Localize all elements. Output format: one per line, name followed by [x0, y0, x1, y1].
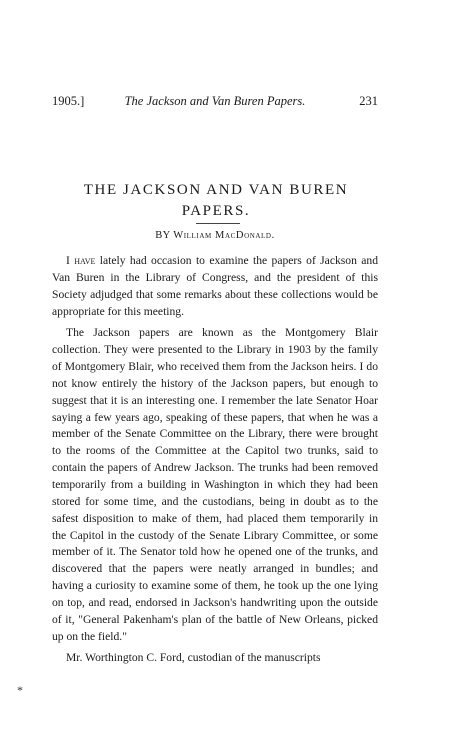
- page-number: 231: [359, 94, 378, 108]
- title-divider: [196, 223, 240, 224]
- article-title: [60, 180, 372, 222]
- running-head-title: The Jackson and Van Buren Papers.: [124, 94, 306, 108]
- running-head: [52, 92, 378, 110]
- paragraph-3: [52, 650, 378, 667]
- article-body: [52, 253, 378, 672]
- paragraph-1: [52, 253, 378, 320]
- margin-mark: *: [17, 683, 23, 697]
- paragraph-text: Mr. Worthington C. Ford, custodian of the manuscripts: [66, 651, 321, 665]
- running-head-year: 1905.]: [52, 94, 85, 108]
- author-name: William MacDonald.: [173, 230, 275, 241]
- byline-prefix: BY: [155, 230, 171, 241]
- paragraph-text: lately had occasion to examine the papers of Jackson and Van Buren in the Library of Congress, and the president of this Society adjudged that some remarks about these collections would be appropriate for this meeting.: [52, 254, 378, 318]
- article-title-line-1: THE JACKSON AND VAN BUREN: [83, 182, 349, 198]
- byline: [52, 229, 378, 243]
- paragraph-lead: I have: [66, 254, 96, 267]
- paragraph-2: [52, 325, 378, 645]
- paragraph-text: The Jackson papers are known as the Montgomery Blair collection. They were presented to the Library in 1903 by the family of Montgomery Blair, who received them from the Jackson heirs. I do not know entirely the history of the Jackson papers, but enough to suggest that it is an interesting one. I remember the late Senator Hoar saying a few years ago, speaking of these papers, that when he was a member of the Senate Committee on the Library, there were brought to the rooms of the Committee at the Capitol two trunks, said to contain the papers of Andrew Jackson. The trunks had been removed temporarily from a building in Washington in which they had been stored for some time, and the custodians, being in doubt as to the safest disposition to make of them, had placed them temporarily in the Capitol in the custody of the Senate Library Committee, or some member of it. The Senator told how he opened one of the trunks, and discovered that the papers were neatly arranged in bundles; and having a curiosity to examine some of them, he took up the one lying on top, and read, endorsed in Jackson's handwriting upon the outside of it, "General Pakenham's plan of the battle of New Orleans, picked up on the field.": [52, 326, 378, 643]
- article-title-line-2: PAPERS.: [181, 203, 251, 219]
